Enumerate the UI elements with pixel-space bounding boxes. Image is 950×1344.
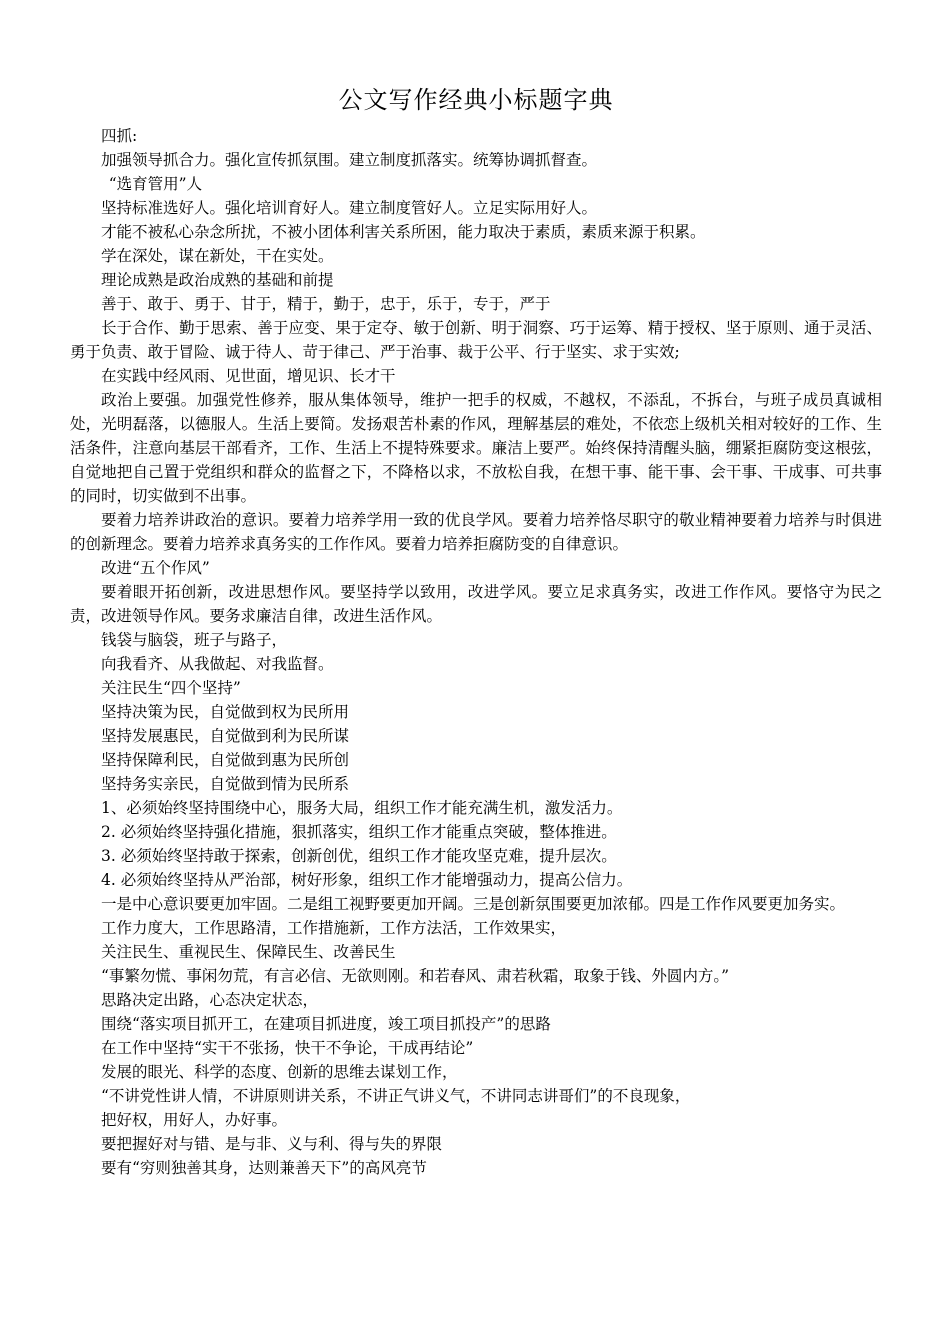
paragraph: 政治上要强。加强党性修养，服从集体领导，维护一把手的权威，不越权，不添乱，不拆台，与班子成员真诚相处，光明磊落，以德服人。生活上要简。发扬艰苦朴素的作风，理解基层的难处，不依恋上级机关相对较好的工作、生活条件，注意向基层干部看齐，工作、生活上不提特殊要求。廉洁上要严。始终保持清醒头脑，绷紧拒腐防变这根弦，自觉地把自己置于党组织和群众的监督之下，不降格以求，不放松自我，在想干事、能干事、会干事、干成事、可共事的同时，切实做到不出事。 (70, 391, 882, 505)
paragraph: 1、必须始终坚持围绕中心，服务大局，组织工作才能充满生机，激发活力。 (101, 799, 623, 817)
paragraph: 把好权，用好人，办好事。 (101, 1111, 288, 1129)
paragraph: 坚持发展惠民，自觉做到利为民所谋 (101, 727, 350, 745)
paragraph: “事繁勿慌、事闲勿荒，有言必信、无欲则刚。和若春风、肃若秋霜，取象于钱、外圆内方。” (101, 967, 730, 985)
paragraph: 要把握好对与错、是与非、义与利、得与失的界限 (101, 1135, 443, 1153)
paragraph: 改进“五个作风” (101, 559, 210, 577)
paragraph: 四抓: (101, 127, 138, 145)
paragraph: 坚持决策为民，自觉做到权为民所用 (101, 703, 350, 721)
paragraph: 3. 必须始终坚持敢于探索，创新创优，组织工作才能攻坚克难，提升层次。 (101, 847, 617, 865)
paragraph: 工作力度大，工作思路清，工作措施新，工作方法活，工作效果实， (101, 919, 567, 937)
document-body (70, 124, 882, 1180)
paragraph: 善于、敢于、勇于、甘于，精于，勤于，忠于，乐于，专于，严于 (101, 295, 551, 313)
document-title: 公文写作经典小标题字典 (338, 86, 614, 114)
paragraph: 要有“穷则独善其身，达则兼善天下”的高风亮节 (101, 1159, 427, 1177)
paragraph: 坚持标准选好人。强化培训育好人。建立制度管好人。立足实际用好人。 (101, 199, 598, 217)
paragraph: 学在深处，谋在新处，干在实处。 (101, 247, 334, 265)
paragraph: 向我看齐、从我做起、对我监督。 (101, 655, 334, 673)
paragraph: 才能不被私心杂念所扰，不被小团体利害关系所困，能力取决于素质，素质来源于积累。 (101, 223, 706, 241)
paragraph: 要着眼开拓创新，改进思想作风。要坚持学以致用，改进学风。要立足求真务实，改进工作作风。要恪守为民之责，改进领导作风。要务求廉洁自律，改进生活作风。 (70, 583, 882, 625)
paragraph: 关注民生“四个坚持” (101, 679, 241, 697)
paragraph: “不讲党性讲人情，不讲原则讲关系，不讲正气讲义气，不讲同志讲哥们”的不良现象， (101, 1087, 691, 1105)
paragraph: 关注民生、重视民生、保障民生、改善民生 (101, 943, 396, 961)
paragraph: 在工作中坚持“实干不张扬，快干不争论，干成再结论” (101, 1039, 474, 1057)
paragraph: 4. 必须始终坚持从严治部，树好形象，组织工作才能增强动力，提高公信力。 (101, 871, 633, 889)
paragraph: 坚持保障利民，自觉做到惠为民所创 (101, 751, 350, 769)
paragraph: 长于合作、勤于思索、善于应变、果于定夺、敏于创新、明于洞察、巧于运筹、精于授权、坚于原则、通于灵活、勇于负责、敢于冒险、诚于待人、苛于律己、严于治事、裁于公平、行于坚实、求于实效; (70, 319, 882, 361)
paragraph: 钱袋与脑袋，班子与路子， (101, 631, 288, 649)
paragraph: 坚持务实亲民，自觉做到情为民所系 (101, 775, 350, 793)
paragraph: 要着力培养讲政治的意识。要着力培养学用一致的优良学风。要着力培养恪尽职守的敬业精神要着力培养与时俱进的创新理念。要着力培养求真务实的工作作风。要着力培养拒腐防变的自律意识。 (70, 511, 882, 553)
paragraph: 思路决定出路，心态决定状态， (101, 991, 319, 1009)
paragraph: 加强领导抓合力。强化宣传抓氛围。建立制度抓落实。统筹协调抓督查。 (101, 151, 598, 169)
document-page (70, 80, 882, 1180)
paragraph: 理论成熟是政治成熟的基础和前提 (101, 271, 334, 289)
paragraph: 一是中心意识要更加牢固。二是组工视野要更加开阔。三是创新氛围要更加浓郁。四是工作作风要更加务实。 (101, 895, 846, 913)
paragraph: 围绕“落实项目抓开工，在建项目抓进度，竣工项目抓投产”的思路 (101, 1015, 551, 1033)
paragraph: 发展的眼光、科学的态度、创新的思维去谋划工作， (101, 1063, 458, 1081)
paragraph: “选育管用”人 (108, 175, 203, 193)
paragraph: 2. 必须始终坚持强化措施，狠抓落实，组织工作才能重点突破，整体推进。 (101, 823, 617, 841)
paragraph: 在实践中经风雨、见世面，增见识、长才干 (101, 367, 396, 385)
